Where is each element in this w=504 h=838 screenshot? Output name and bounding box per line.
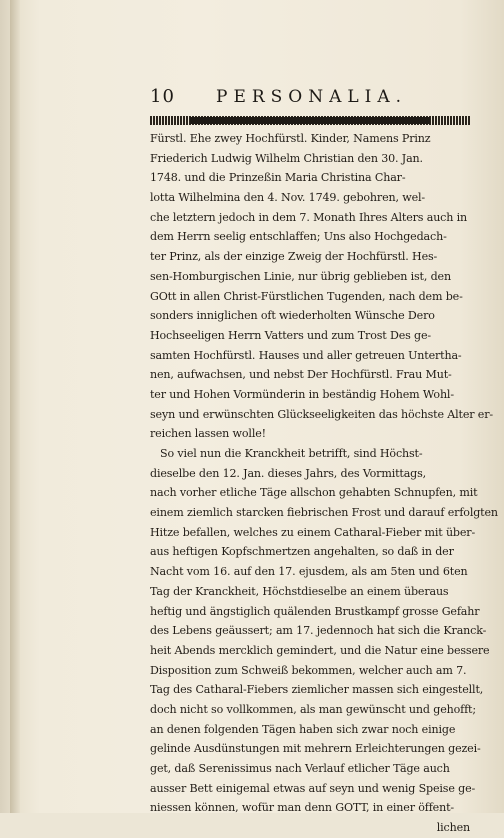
- text-line: heftig und ängstiglich quälenden Brustkampf grosse Gefahr: [150, 604, 480, 618]
- text-line: sen-Homburgischen Linie, nur übrig geblieben ist, den: [150, 269, 451, 283]
- text-line: niessen können, wofür man denn GOTT, in einer öffent-: [150, 801, 454, 815]
- page-number: 10: [150, 86, 175, 107]
- text-line: einem ziemlich starcken fiebrischen Frost und darauf erfolgten: [150, 506, 498, 520]
- text-line: Disposition zum Schweiß bekommen, welcher auch am 7.: [150, 663, 467, 677]
- text-line: dem Herrn seelig entschlaffen; Uns also Hochgedach-: [150, 230, 447, 244]
- text-line: nach vorher etliche Täge allschon gehabten Schnupfen, mit: [150, 486, 478, 500]
- text-line: che letztern jedoch in dem 7. Monath Ihres Alters auch in: [150, 210, 468, 224]
- catchword: lichen: [436, 821, 470, 835]
- text-line: ter und Hohen Vormünderin in beständig Hohem Wohl-: [150, 387, 454, 401]
- text-line: des Lebens geäussert; am 17. jedennoch hat sich die Kranck-: [150, 624, 487, 638]
- body-text: [150, 129, 498, 838]
- text-line: Fürstl. Ehe zwey Hochfürstl. Kinder, Namens Prinz: [150, 132, 431, 145]
- text-line: ausser Bett einigemal etwas auf seyn und wenig Speise ge-: [150, 781, 476, 795]
- text-line: 1748. und die Prinzeßin Maria Christina Char-: [150, 171, 406, 185]
- text-line: lotta Wilhelmina den 4. Nov. 1749. gebohren, wel-: [150, 191, 425, 205]
- text-line: Tag des Catharal-Fiebers ziemlicher massen sich eingestellt,: [150, 683, 484, 697]
- text-line: Friederich Ludwig Wilhelm Christian den 30. Jan.: [150, 151, 423, 165]
- text-line: samten Hochfürstl. Hauses und aller getreuen Untertha-: [150, 348, 462, 362]
- text-line: an denen folgenden Tägen haben sich zwar noch einige: [150, 722, 456, 736]
- header-ornament-rule: [150, 116, 470, 125]
- text-line: doch nicht so vollkommen, als man gewünscht und gehofft;: [150, 702, 476, 716]
- text-line: Tag der Kranckheit, Höchstdieselbe an einem überaus: [150, 584, 449, 598]
- text-line: Hochseeligen Herrn Vatters und zum Trost Des ge-: [150, 328, 432, 342]
- text-line: GOtt in allen Christ-Fürstlichen Tugenden, nach dem be-: [150, 289, 463, 303]
- text-line: reichen lassen wolle!: [150, 427, 266, 441]
- text-line: dieselbe den 12. Jan. dieses Jahrs, des Vormittags,: [150, 466, 427, 480]
- text-line: So viel nun die Kranckheit betrifft, sind Höchst-: [160, 447, 423, 460]
- text-line: Hitze befallen, welches zu einem Catharal-Fieber mit über-: [150, 525, 476, 539]
- text-line: seyn und erwünschten Glückseeligkeiten das höchste Alter er-: [150, 407, 493, 421]
- text-line: sonders inniglichen oft wiederholten Wünsche Dero: [150, 309, 435, 323]
- page-header: [150, 86, 470, 108]
- running-head: PERSONALIA.: [216, 87, 408, 107]
- text-line: Nacht vom 16. auf den 17. ejusdem, als am 5ten und 6ten: [150, 565, 468, 579]
- text-line: nen, aufwachsen, und nebst Der Hochfürstl. Frau Mut-: [150, 368, 452, 382]
- text-line: gelinde Ausdünstungen mit mehrern Erleichterungen gezei-: [150, 742, 481, 756]
- text-line: heit Abends mercklich gemindert, und die Natur eine bessere: [150, 643, 490, 657]
- ornament-bar: [190, 117, 430, 124]
- text-line: aus heftigen Kopfschmertzen angehalten, so daß in der: [150, 545, 454, 559]
- text-line: ter Prinz, als der einzige Zweig der Hochfürstl. Hes-: [150, 250, 438, 264]
- text-line: get, daß Serenissimus nach Verlauf etlicher Täge auch: [150, 762, 450, 775]
- page-fold-shadow: [10, 0, 20, 813]
